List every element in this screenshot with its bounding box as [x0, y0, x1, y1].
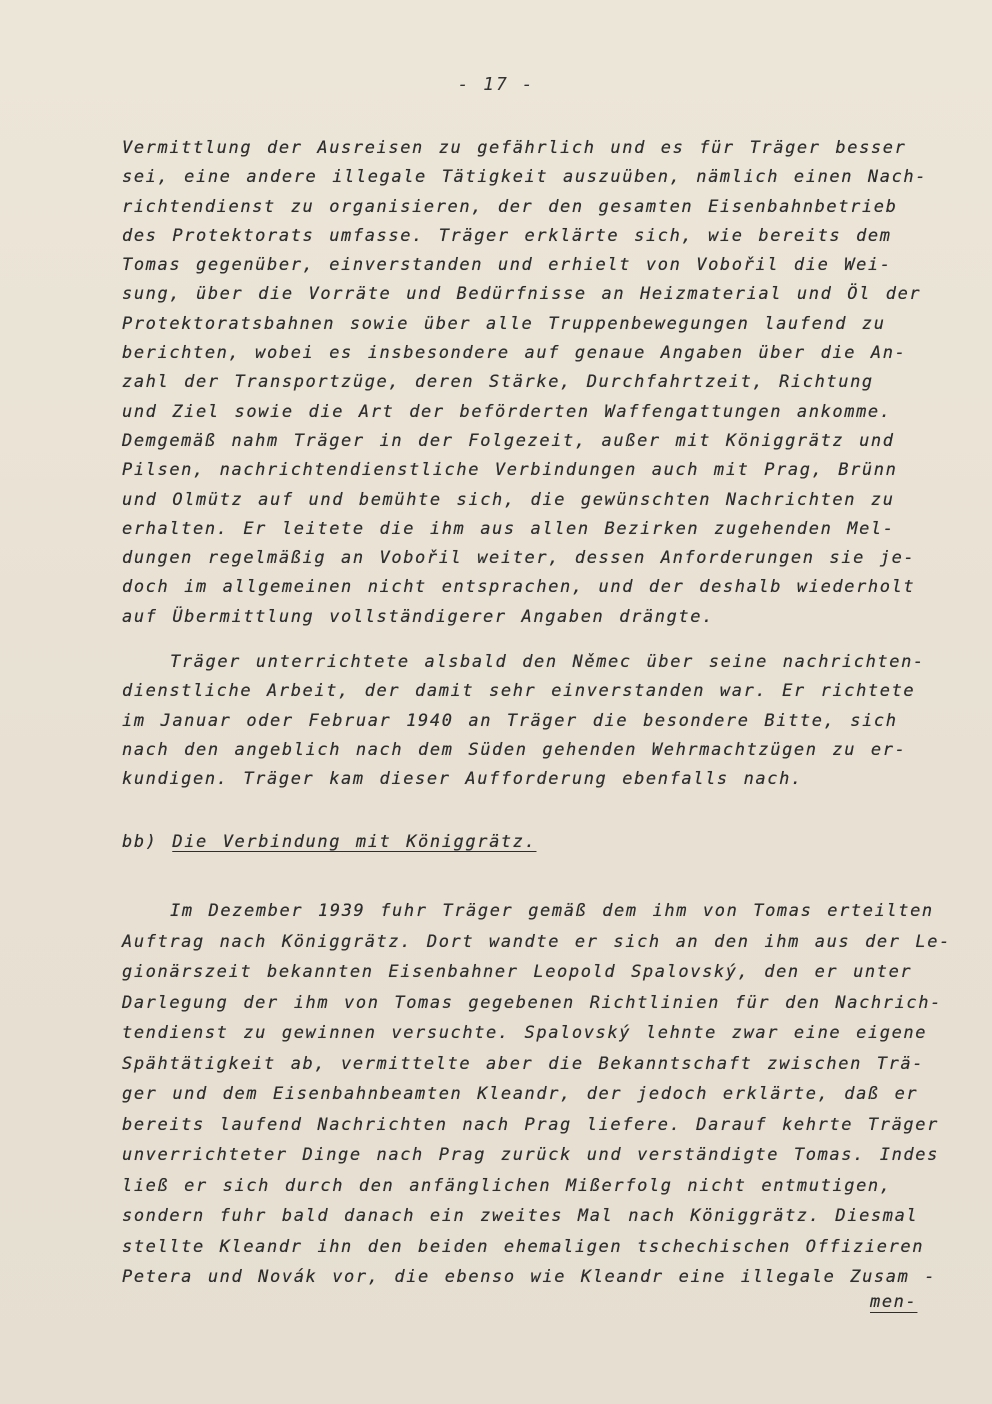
text-line: und Olmütz auf und bemühte sich, die gewünschten Nachrichten zu	[122, 489, 895, 510]
text-line: dienstliche Arbeit, der damit sehr einverstanden war. Er richtete	[122, 681, 916, 702]
text-line: Träger unterrichtete alsbald den Němec über seine nachrichten-	[170, 652, 925, 672]
text-line: sung, über die Vorräte und Bedürfnisse an Heizmaterial und Öl der	[122, 284, 922, 305]
section-heading	[122, 832, 536, 852]
text-line: Tomas gegenüber, einverstanden und erhielt von Vobořil die Wei-	[122, 255, 892, 276]
text-line: Im Dezember 1939 fuhr Träger gemäß dem ihm von Tomas erteilten	[170, 901, 934, 921]
text-line: des Protektorats umfasse. Träger erklärte sich, wie bereits dem	[122, 225, 892, 246]
paragraph-1	[122, 134, 937, 632]
section-heading-prefix: bb)	[122, 832, 158, 852]
text-line: Demgemäß nahm Träger in der Folgezeit, außer mit Königgrätz und	[122, 430, 895, 451]
page-continuation-word: men-	[870, 1292, 918, 1312]
text-line: Protektoratsbahnen sowie über alle Truppenbewegungen laufend zu	[122, 313, 886, 334]
text-line: auf Übermittlung vollständigerer Angaben drängte.	[122, 606, 714, 627]
text-line: ließ er sich durch den anfänglichen Mißerfolg nicht entmutigen,	[122, 1175, 892, 1196]
text-line: sei, eine andere illegale Tätigkeit auszuüben, nämlich einen Nach-	[122, 167, 928, 188]
section-heading-title: Die Verbindung mit Königgrätz.	[172, 832, 537, 852]
text-line: dungen regelmäßig an Vobořil weiter, dessen Anforderungen sie je-	[122, 548, 916, 569]
text-line: Spähtätigkeit ab, vermittelte aber die Bekanntschaft zwischen Trä-	[122, 1053, 925, 1074]
text-line: im Januar oder Februar 1940 an Träger die besondere Bitte, sich	[122, 710, 898, 731]
paragraph-2	[122, 648, 937, 794]
text-line: Vermittlung der Ausreisen zu gefährlich und es für Träger besser	[122, 138, 907, 158]
text-line: nach den angeblich nach dem Süden gehenden Wehrmachtzügen zu er-	[122, 739, 907, 760]
text-line: zahl der Transportzüge, deren Stärke, Durchfahrtzeit, Richtung	[122, 372, 874, 393]
text-line: bereits laufend Nachrichten nach Prag liefere. Darauf kehrte Träger	[122, 1114, 939, 1135]
page-number: - 17 -	[457, 74, 535, 95]
text-line: tendienst zu gewinnen versuchte. Spalovský lehnte zwar eine eigene	[122, 1023, 928, 1043]
text-line: berichten, wobei es insbesondere auf genaue Angaben über die An-	[122, 343, 907, 364]
text-line: und Ziel sowie die Art der beförderten Waffengattungen ankomme.	[122, 401, 892, 422]
text-line: Pilsen, nachrichtendienstliche Verbindungen auch mit Prag, Brünn	[122, 460, 898, 481]
text-line: unverrichteter Dinge nach Prag zurück und verständigte Tomas. Indes	[122, 1145, 939, 1165]
text-line: kundigen. Träger kam dieser Aufforderung ebenfalls nach.	[122, 769, 803, 790]
paragraph-3	[122, 896, 951, 1293]
text-line: stellte Kleandr ihn den beiden ehemaligen tschechischen Offizieren	[122, 1236, 925, 1257]
text-line: Petera und Novák vor, die ebenso wie Kleandr eine illegale Zusam -	[122, 1267, 937, 1287]
text-line: gionärszeit bekannten Eisenbahner Leopold Spalovský, den er unter	[122, 962, 913, 982]
text-line: ger und dem Eisenbahnbeamten Kleandr, der jedoch erklärte, daß er	[122, 1084, 919, 1104]
text-line: sondern fuhr bald danach ein zweites Mal nach Königgrätz. Diesmal	[122, 1206, 919, 1226]
text-line: richtendienst zu organisieren, der den gesamten Eisenbahnbetrieb	[122, 196, 898, 217]
text-line: doch im allgemeinen nicht entsprachen, und der deshalb wiederholt	[122, 577, 916, 598]
text-line: erhalten. Er leitete die ihm aus allen Bezirken zugehenden Mel-	[122, 518, 895, 539]
text-line: Auftrag nach Königgrätz. Dort wandte er sich an den ihm aus der Le-	[122, 931, 951, 952]
text-line: Darlegung der ihm von Tomas gegebenen Richtlinien für den Nachrich-	[122, 992, 942, 1013]
